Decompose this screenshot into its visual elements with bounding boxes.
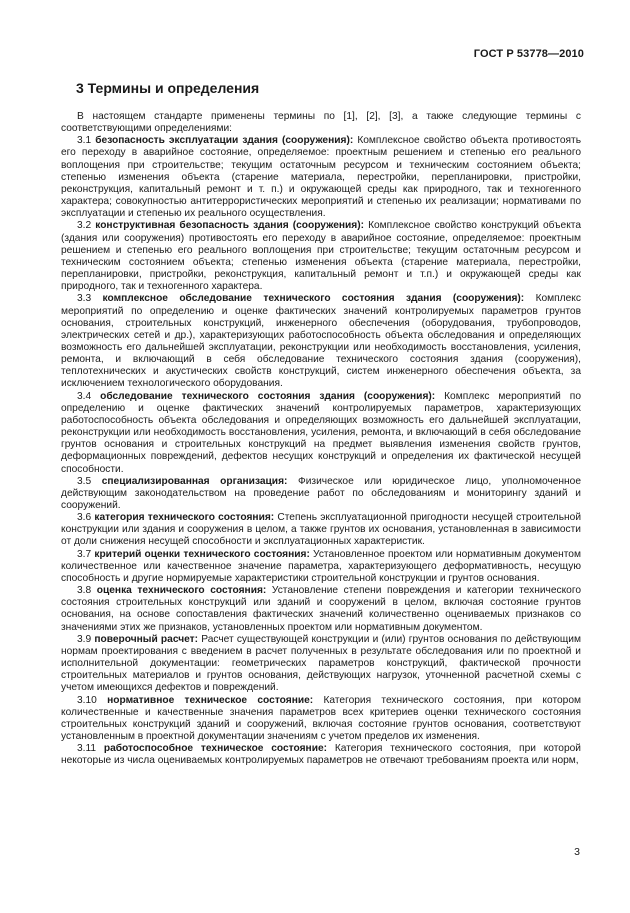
term-definition: Степень эксплуатационной пригодности несущей строительной конструкции или здания и сооружения в целом, а также грунтов их основания, установленная в зависимости от доли снижения несущей способности и эксплуатационных характеристик. (61, 512, 582, 548)
term-entry (61, 634, 581, 695)
term-name: специализированная организация: (101, 475, 288, 487)
term-name: конструктивная безопасность здания (сооружения): (95, 220, 365, 232)
term-entry (61, 220, 581, 293)
term-entry (61, 476, 581, 512)
term-number: 3.3 (77, 293, 92, 305)
term-entry (61, 549, 581, 585)
term-number: 3.7 (77, 548, 92, 560)
standard-code: ГОСТ Р 53778—2010 (473, 48, 584, 60)
section-body (61, 111, 581, 767)
term-number: 3.9 (77, 633, 92, 645)
term-name: работоспособное техническое состояние: (103, 743, 328, 755)
term-entry (61, 585, 581, 634)
section-title: 3 Термины и определения (76, 80, 260, 96)
term-name: обследование технического состояния здания (сооружения): (100, 390, 436, 402)
term-number: 3.2 (77, 220, 92, 232)
term-entry (61, 293, 581, 390)
term-name: оценка технического состояния: (96, 585, 267, 597)
term-number: 3.1 (77, 135, 92, 147)
term-name: поверочный расчет: (94, 633, 199, 645)
term-name: критерий оценки технического состояния: (94, 548, 310, 560)
term-entry (61, 743, 581, 767)
term-entry (61, 135, 581, 220)
term-definition: Комплексное свойство объекта противостоять его переходу в аварийное состояние, определяемое: проектным решением и степенью его реального воплощения при строительстве; текущим остаточным ресурсом и техническим состоянием объекта; степенью изменения объекта (старение материала, перестройки, перепланировки, пристройки, реконструкция, капитальный ремонт и т. п.) и окружающей среды как природного, так и техногенного характера; совокупностью антитеррористических мероприятий и степенью их реализации; нормативами по эксплуатации и степенью их реального осуществления. (61, 135, 582, 220)
term-definition: Установление степени повреждения и категории технического состояния строительных конструкций или зданий и сооружений в целом, включая состояние грунтов основания, на основе сопоставления фактических значений количественно оцениваемых признаков со значениями этих же признаков, установленных проектом или нормативным документом. (61, 585, 581, 633)
term-name: комплексное обследование технического состояния здания (сооружения): (102, 293, 525, 305)
term-entry (61, 391, 581, 476)
term-definition: Категория технического состояния, при котором количественные и качественные значения параметров всех критериев оценки технического состояния строительных конструкций зданий и сооружений, включая состояние грунтов основания, соответствуют установленным в проектной документации значениям с учетом пределов их изменения. (61, 694, 581, 742)
page-number: 3 (574, 846, 580, 858)
term-entry (61, 512, 581, 548)
term-entry (61, 695, 581, 744)
term-name: безопасность эксплуатации здания (сооружения): (95, 135, 354, 147)
term-name: нормативное техническое состояние: (107, 694, 314, 706)
term-definition: Комплекс мероприятий по определению и оценке фактических значений контролируемых параметров, характеризующих работоспособность объекта обследования и определяющих возможность его дальнейшей эксплуатации, реконструкции или необходимость восстановления, усиления, ремонта, и включающий в себя обследование грунтов основания и строительных конструкций на предмет выявления изменения свойств грунтов, деформационных повреждений, дефектов несущих конструкций и определения их фактической несущей способности. (61, 390, 581, 475)
term-definition: Категория технического состояния, при которой некоторые из числа оцениваемых контролируемых параметров не отвечают требованиям проекта или норм, (61, 743, 581, 767)
term-number: 3.11 (77, 743, 97, 755)
term-number: 3.5 (77, 475, 92, 487)
term-definition: Комплексное свойство конструкций объекта (здания или сооружения) противостоять его переходу в аварийное состояние, определяемое: проектным решением и степенью его реального воплощения при строительстве; текущим остаточным ресурсом и техническим состоянием объекта; степенью изменения объекта (старение материала, перестройки, перепланировки, пристройки, реконструкция, капитальный ремонт и т.п.) и окружающей среды как природного, так и техногенного характера. (61, 220, 581, 293)
term-definition: Установленное проектом или нормативным документом количественное или качественное значение параметра, характеризующего деформативность, несущую способность и другие нормируемые характеристики строительной конструкции и грунтов основания. (61, 548, 581, 584)
section-intro: В настоящем стандарте применены термины по [1], [2], [3], а также следующие термины с соответствующими определениями: (61, 111, 581, 135)
term-name: категория технического состояния: (94, 512, 275, 524)
term-definition: Комплекс мероприятий по определению и оценке фактических значений контролируемых параметров грунтов основания, строительных конструкций, инженерного обеспечения (оборудования, трубопроводов, электрических сетей и др.), характеризующих работоспособность объекта обследования и определяющих возможность его дальнейшей эксплуатации, реконструкции или необходимость восстановления, усиления, ремонта, и включающий в себя обследование технического состояния здания (сооружения), теплотехнических и акустических свойств конструкций, систем инженерного обеспечения объекта, за исключением технологического оборудования. (61, 293, 581, 390)
term-number: 3.6 (77, 512, 92, 524)
term-number: 3.8 (77, 585, 92, 597)
term-definition: Физическое или юридическое лицо, уполномоченное действующим законодательством на проведение работ по обследованиям и мониторингу зданий и сооружений. (61, 475, 581, 511)
term-number: 3.4 (77, 390, 92, 402)
term-number: 3.10 (77, 694, 97, 706)
term-definition: Расчет существующей конструкции и (или) грунтов основания по действующим нормам проектирования с введением в расчет полученных в результате обследования или по проектной и исполнительной документации: геометрических параметров конструкций, фактической прочности строительных материалов и грунтов основания, действующих нагрузок, уточненной расчетной схемы с учетом имеющихся дефектов и повреждений. (61, 633, 581, 694)
